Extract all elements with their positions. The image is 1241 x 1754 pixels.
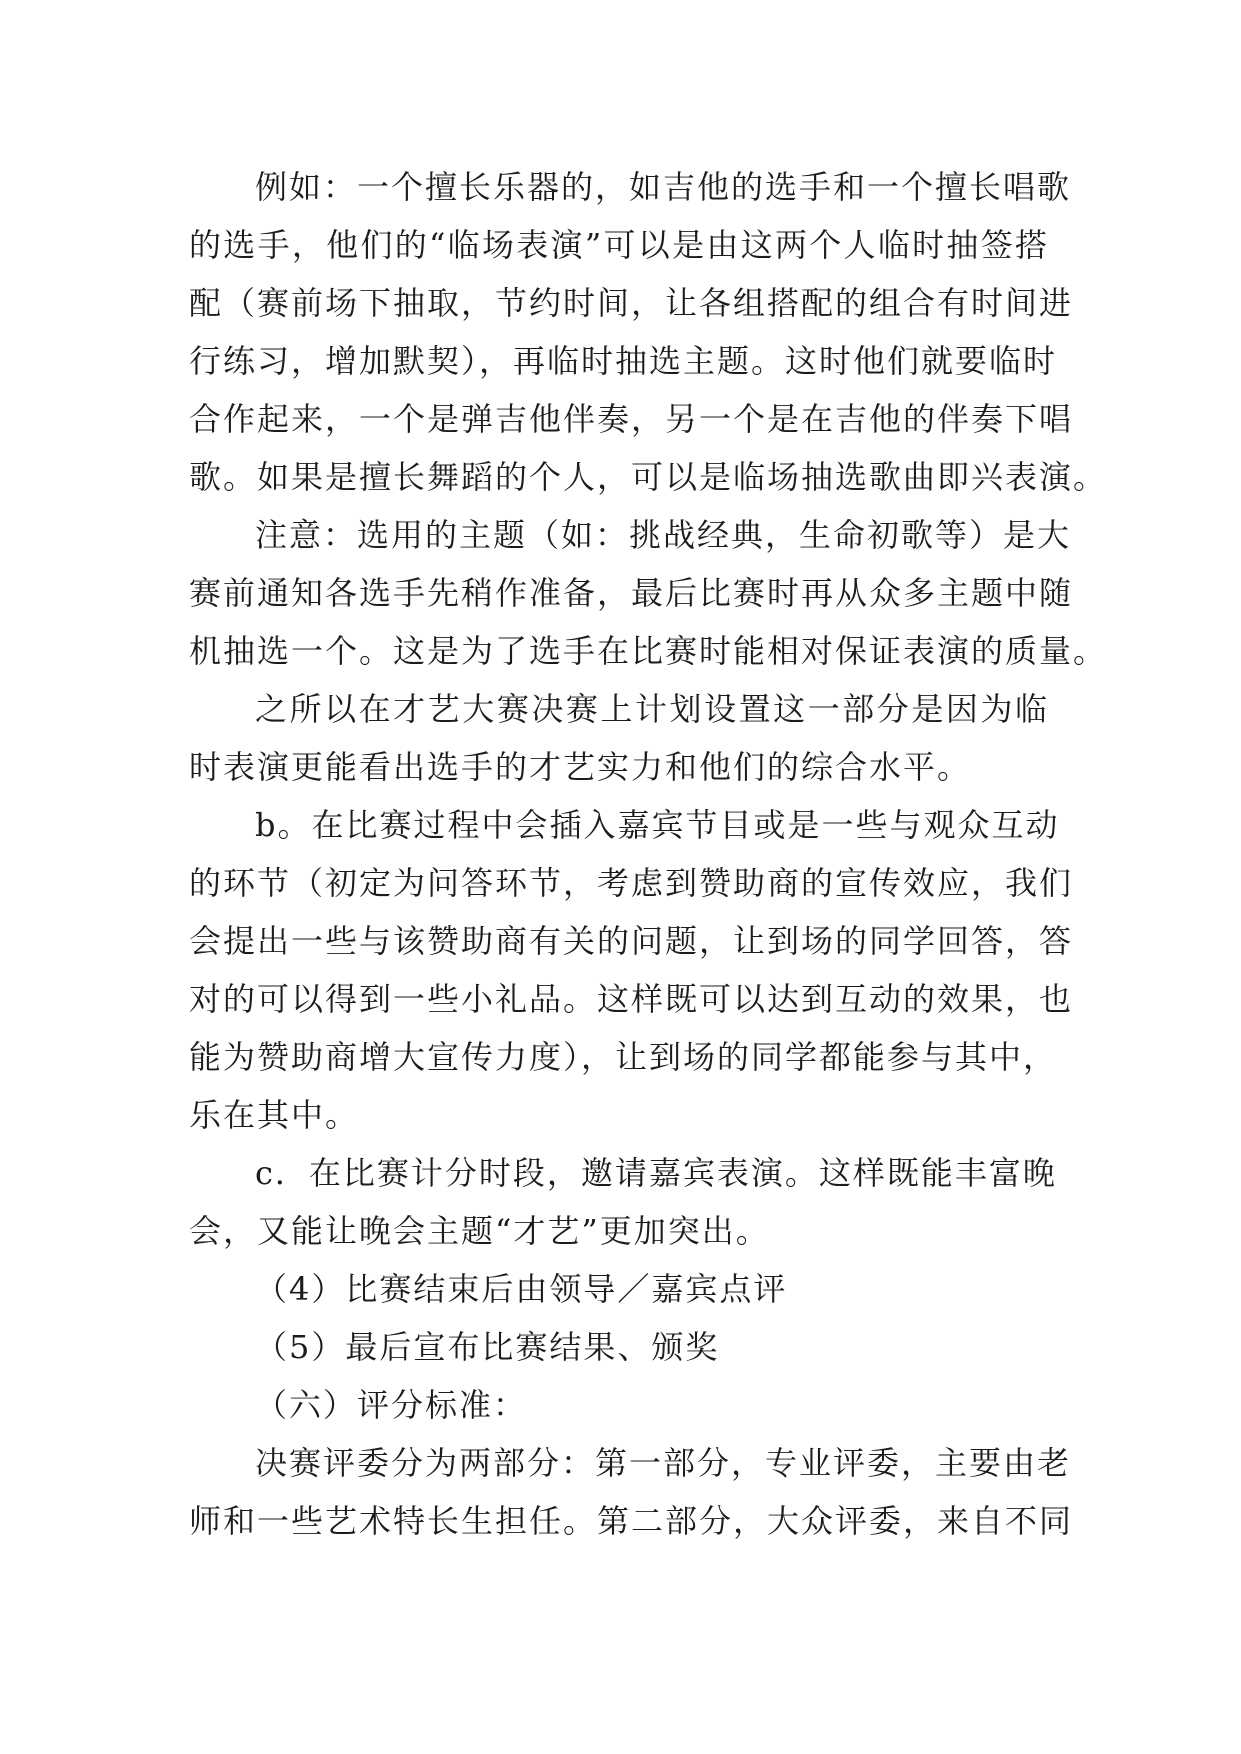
- text-line: 机抽选一个。这是为了选手在比赛时能相对保证表演的质量。: [189, 632, 1108, 670]
- text-line: 赛前通知各选手先稍作准备，最后比赛时再从众多主题中随: [189, 574, 1074, 612]
- text-line: 的选手，他们的“临场表演”可以是由这两个人临时抽签搭: [189, 226, 1049, 264]
- paragraph: [189, 680, 1049, 796]
- text-line: 对的可以得到一些小礼品。这样既可以达到互动的效果，也: [189, 980, 1074, 1018]
- text-line: 之所以在才艺大赛决赛上计划设置这一部分是因为临: [255, 690, 1049, 728]
- text-line: 会提出一些与该赞助商有关的问题，让到场的同学回答，答: [189, 922, 1074, 960]
- text-line: （六）评分标准：: [255, 1386, 528, 1424]
- paragraph: [189, 1376, 1049, 1434]
- text-line: c．在比赛计分时段，邀请嘉宾表演。这样既能丰富晚: [255, 1154, 1057, 1192]
- text-line: b。在比赛过程中会插入嘉宾节目或是一些与观众互动: [255, 806, 1060, 844]
- text-line: （4）比赛结束后由领导／嘉宾点评: [255, 1270, 788, 1308]
- text-line: 注意：选用的主题（如：挑战经典，生命初歌等）是大: [255, 516, 1072, 554]
- text-line: （5）最后宣布比赛结果、颁奖: [255, 1328, 720, 1366]
- text-line: 能为赞助商增大宣传力度），让到场的同学都能参与其中，: [189, 1038, 1058, 1076]
- text-line: 配（赛前场下抽取，节约时间，让各组搭配的组合有时间进: [189, 284, 1074, 322]
- text-line: 行练习，增加默契），再临时抽选主题。这时他们就要临时: [189, 342, 1058, 380]
- text-line: 歌。如果是擅长舞蹈的个人，可以是临场抽选歌曲即兴表演。: [189, 458, 1108, 496]
- text-line: 的环节（初定为问答环节，考虑到赞助商的宣传效应，我们: [189, 864, 1074, 902]
- paragraph: [189, 1318, 1049, 1376]
- paragraph: [189, 796, 1074, 1144]
- text-line: 决赛评委分为两部分：第一部分，专业评委，主要由老: [255, 1444, 1072, 1482]
- text-line: 师和一些艺术特长生担任。第二部分，大众评委，来自不同: [189, 1502, 1074, 1540]
- text-line: 例如：一个擅长乐器的，如吉他的选手和一个擅长唱歌: [255, 168, 1072, 206]
- text-line: 会，又能让晚会主题“才艺”更加突出。: [189, 1212, 770, 1250]
- paragraph: [189, 158, 1108, 506]
- text-line: 合作起来，一个是弹吉他伴奏，另一个是在吉他的伴奏下唱: [189, 400, 1074, 438]
- paragraph: [189, 1434, 1074, 1550]
- text-line: 时表演更能看出选手的才艺实力和他们的综合水平。: [189, 748, 972, 786]
- paragraph: [189, 1144, 1057, 1260]
- paragraph: [189, 1260, 1049, 1318]
- text-line: 乐在其中。: [189, 1096, 360, 1134]
- paragraph: [189, 506, 1108, 680]
- document-body: [189, 158, 1108, 1550]
